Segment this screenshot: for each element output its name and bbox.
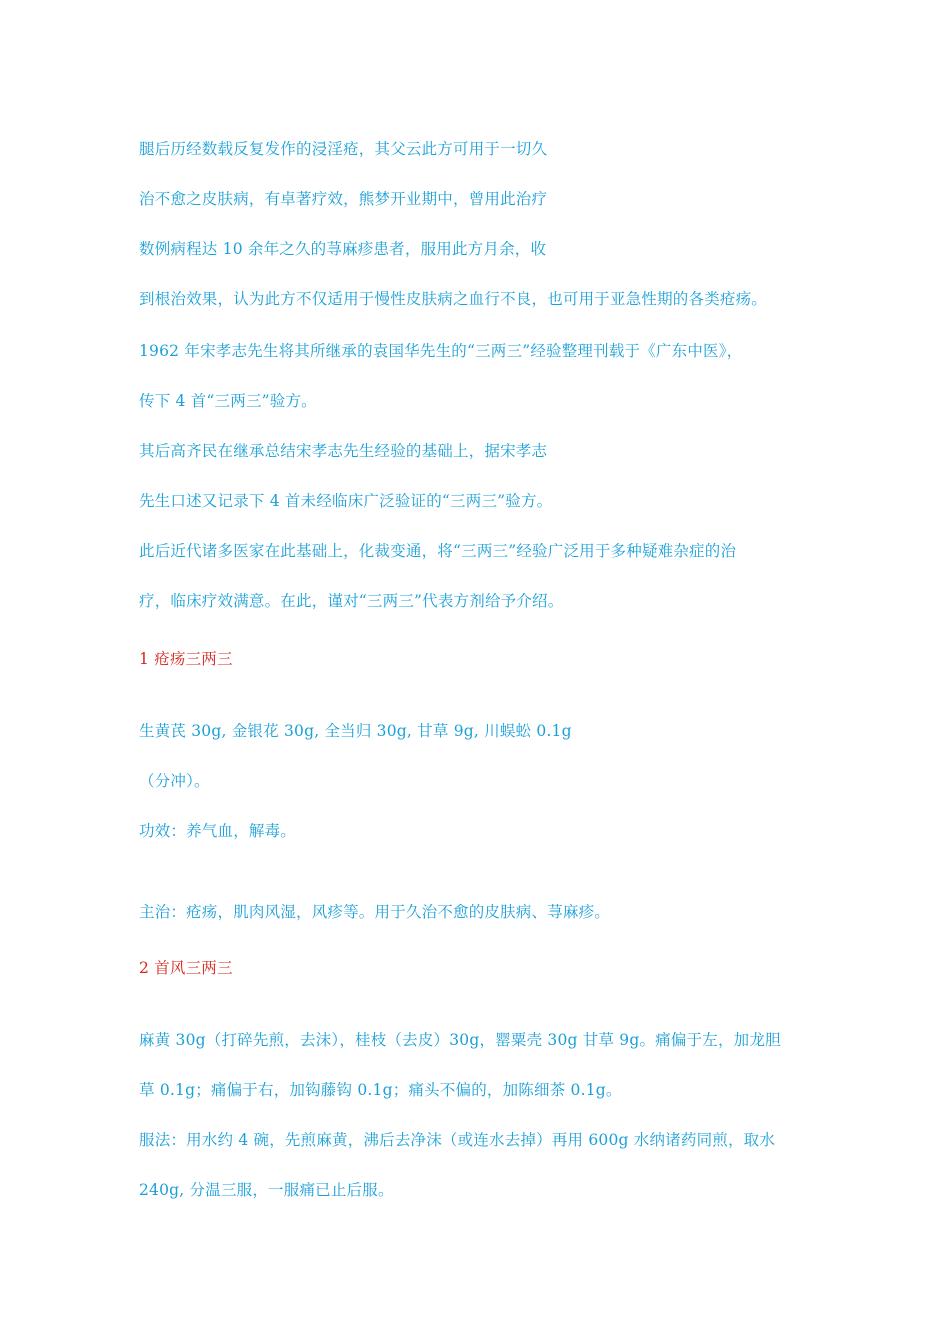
paragraph-line: 疗，临床疗效满意。在此，谨对“三两三”代表方剂给予介绍。 <box>139 592 564 610</box>
section-heading-2: 2 首风三两三 <box>139 959 233 977</box>
formula-line: 生黄芪 30g, 金银花 30g, 全当归 30g, 甘草 9g, 川蜈蚣 0.1g <box>139 722 572 740</box>
section-heading-1: 1 疮疡三两三 <box>139 650 233 668</box>
formula-line: 草 0.1g；痛偏于右，加钩藤钩 0.1g；痛头不偏的，加陈细茶 0.1g。 <box>139 1081 622 1099</box>
paragraph-line: 此后近代诸多医家在此基础上，化裁变通，将“三两三”经验广泛用于多种疑难杂症的治 <box>139 542 737 560</box>
indication-line: 主治：疮疡，肌肉风湿，风疹等。用于久治不愈的皮肤病、荨麻疹。 <box>139 903 611 921</box>
paragraph-line: 到根治效果，认为此方不仅适用于慢性皮肤病之血行不良，也可用于亚急性期的各类疮疡。 <box>139 290 768 308</box>
paragraph-line: 治不愈之皮肤病，有卓著疗效，熊梦开业期中，曾用此治疗 <box>139 190 548 208</box>
formula-note: （分冲）。 <box>139 772 210 790</box>
paragraph-line: 1962 年宋孝志先生将其所继承的袁国华先生的“三两三”经验整理刊载于《广东中医》， <box>139 342 743 360</box>
paragraph-line: 腿后历经数载反复发作的浸淫疮，其父云此方可用于一切久 <box>139 140 548 158</box>
formula-line: 麻黄 30g（打碎先煎，去沫），桂枝（去皮）30g，罂粟壳 30g 甘草 9g。痛偏于左，加龙胆 <box>139 1031 781 1049</box>
paragraph-line: 传下 4 首“三两三”验方。 <box>139 392 317 410</box>
usage-line: 240g, 分温三服，一服痛已止后服。 <box>139 1181 394 1199</box>
paragraph-line: 其后高齐民在继承总结宋孝志先生经验的基础上，据宋孝志 <box>139 442 548 460</box>
usage-line: 服法：用水约 4 碗，先煎麻黄，沸后去净沫（或连水去掉）再用 600g 水纳诸药同煎，取水 <box>139 1131 776 1149</box>
paragraph-line: 先生口述又记录下 4 首未经临床广泛验证的“三两三”验方。 <box>139 492 553 510</box>
paragraph-line: 数例病程达 10 余年之久的荨麻疹患者，服用此方月余，收 <box>139 240 547 258</box>
effect-line: 功效：养气血，解毒。 <box>139 822 297 840</box>
